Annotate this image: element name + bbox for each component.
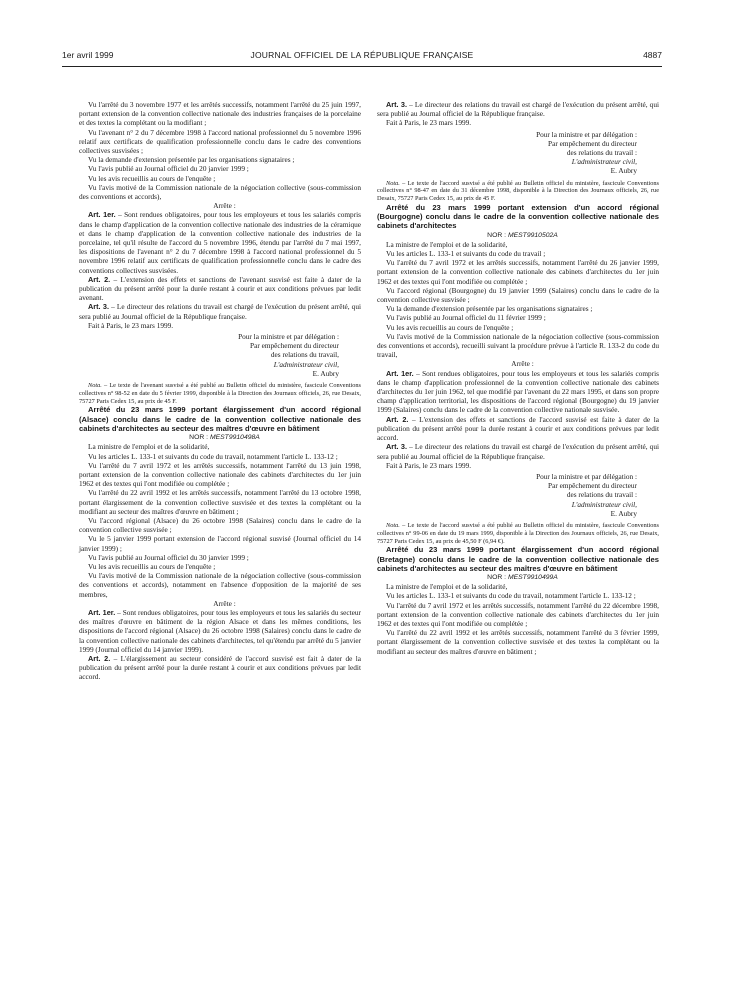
visa: Vu l'avis motivé de la Commission nationale de la négociation collective (sous-commission des conventions et accords), notamment en l'absence d'opposition de la majorité de ses membres, [79,571,361,599]
article-text: – Sont rendues obligatoires, pour tous les employeurs et tous les salariés compris dans le champ d'application de la convention collective nationale des industries de la céramique et dans le champ d'application de la convention collective nationale des industries de la porcelaine, tel qu'il résulte de l'accord du 5 novembre 1996, étendu par l'arrêté du 7 mai 1997, les dispositions de l'avenant n° 2 du 7 décembre 1998 à l'accord national professionnel du 5 novembre 1996 relatif aux certificats de qualification professionnelle conclu dans le cadre des conventions collectives susvisées. [79,210,361,275]
signature-line: Par empêchement du directeur [548,481,637,491]
visa: Vu les avis recueillis au cours de l'enquête ; [88,173,216,183]
nota-text: – Le texte de l'accord susvisé a été publié au Bulletin officiel du ministère, fascicule Conventions collectives n° 98-47 en date du 31 décembre 1998, disponible à la Direction des Journaux officiels, 26, rue Desaix, 75727 Paris Cedex 15, au prix de 45 F. [377,179,659,203]
nor-code: MEST9910502A [507,231,558,239]
nota-label: Nota. [386,179,400,187]
signature-line: L'administrateur civil, [571,499,637,509]
article-label: Art. 3. [386,442,407,452]
article-text: – Le directeur des relations du travail est chargé de l'exécution du présent arrêté, qui sera publié au Journal officiel de la République française. [377,100,659,119]
visa: Vu la demande d'extension présentée par les organisations signataires ; [386,304,593,314]
signature-name: E. Aubry [610,166,637,176]
article-text: – L'extension des effets et sanctions de l'accord susvisé est faite à dater de la publication du présent arrêté pour la durée restant à courir et aux conditions prévues par ledit accord. [377,414,659,443]
visa: Vu l'arrêté du 22 avril 1992 et les arrêtés successifs, notamment l'arrêté du 13 octobre 1998, portant élargissement de la convention collective susvisée et des textes la complétant ou la modifiant au secteur des maîtres d'œuvre en bâtiment ; [79,488,361,516]
visa: Vu les avis recueillis au cours de l'enquête ; [88,561,216,571]
visa: Vu l'accord régional (Alsace) du 26 octobre 1998 (Salaires) conclu dans le cadre de la convention collective susvisée ; [79,515,361,535]
signature-block [377,130,659,176]
article-3 [79,302,361,320]
signature-line: des relations du travail : [566,490,637,500]
right-column [377,100,659,656]
nor-code: MEST9910499A [507,573,558,581]
visa: Vu l'avis publié au Journal officiel du 30 janvier 1999 ; [88,552,249,562]
nor-code: MEST9910498A [209,434,260,442]
visa: Vu l'arrêté du 7 avril 1972 et les arrêtés successifs, notamment l'arrêté du 26 janvier 1999, portant extension de la convention collective nationale des cabinets d'architectes du 1er juin 1962 et des textes qui l'ont modifiée ou complétée ; [377,258,659,286]
visa: Vu l'avis publié au Journal officiel du 20 janvier 1999 ; [88,164,249,174]
signature-line: Par empêchement du directeur [250,341,339,351]
article-label: Art. 1er. [386,368,414,378]
arrete-word: Arrête : [213,598,236,608]
visa: Vu l'arrêté du 22 avril 1992 et les arrêtés successifs, notamment l'arrêté du 3 février 1999, portant élargissement de la convention collective susvisée et des textes la complétant ou la modifiant au secteur des maîtres d'œuvre en bâtiment ; [377,628,659,656]
article-text: – Sont rendues obligatoires, pour tous les employeurs et tous les salariés compris dans le champ d'application professionnel de la convention collective nationale des cabinets d'architectes du 1er juin 1962, tel que modifié par l'avenant du 22 mars 1995, et dans son propre champ d'application territorial, les dispositions de l'accord régional (Bourgogne) du 19 janvier 1999 (Salaires) conclu dans le cadre de la convention collective nationale susvisée. [377,368,659,415]
article-label: Art. 3. [386,100,407,109]
arrete-title: Arrêté du 23 mars 1999 portant élargissement d'un accord régional (Bretagne) conclu dans le cadre de la convention collective nationale des cabinets d'architectes au secteur des maîtres d'œuvre en bâtiment [377,545,659,573]
nota [377,180,659,203]
nota [79,382,361,405]
visa: Vu l'avenant n° 2 du 7 décembre 1998 à l'accord national professionnel du 5 novembre 1996 relatif aux certificats de qualification professionnelle conclu dans le cadre des conventions collectives susvisées ; [79,127,361,156]
left-column [79,100,361,682]
article-1 [377,369,659,415]
article-label: Art. 2. [88,653,111,663]
header-page-number: 4887 [643,50,662,60]
visa: Vu l'arrêté du 7 avril 1972 et les arrêtés successifs, notamment l'arrêté du 13 juin 1998, portant extension de la convention collective nationale des cabinets d'architectes du 1er juin 1962 et des textes qui l'ont modifiée ou complétée ; [79,460,361,489]
signature-line: Pour la ministre et par délégation : [536,471,637,481]
article-1 [79,608,361,654]
visa: Vu la demande d'extension présentée par les organisations signataires ; [88,155,295,165]
visa: Vu l'arrêté du 3 novembre 1977 et les arrêtés successifs, notamment l'arrêté du 25 juin 1997, portant extension de la convention collective nationale des industries françaises de la porcelaine et des textes la complétant ou la modifiant ; [79,100,361,128]
article-label: Art. 2. [386,414,409,424]
visa: Vu l'avis motivé de la Commission nationale de la négociation collective (sous-commission des conventions et accords), recueilli suivant la procédure prévue à l'article R. 133-2 du code du travail, [377,331,659,360]
signature-line: des relations du travail : [566,148,637,158]
signature-line: Par empêchement du directeur [548,138,637,148]
article-2 [79,275,361,303]
arrete-word: Arrête : [511,359,534,369]
signature-line: des relations du travail, [270,350,339,360]
signature-block [79,332,361,378]
article-2 [79,654,361,682]
nor-reference [377,573,659,582]
visa: Vu l'arrêté du 7 avril 1972 et les arrêtés successifs, notamment l'arrêté du 22 décembre 1998, portant extension de la convention collective nationale des cabinets d'architectes du 1er juin 1962 et des textes qui l'ont modifiée ou complétée ; [377,600,659,628]
nor-label: NOR : [189,434,209,442]
visa: La ministre de l'emploi et de la solidarité, [386,239,508,249]
visa: Vu les articles L. 133-1 et suivants du code du travail, notamment l'article L. 133-12 ; [88,451,338,461]
visa: Vu le 5 janvier 1999 portant extension de l'accord régional susvisé (Journal officiel du 14 janvier 1999) ; [79,534,361,553]
signature-name: E. Aubry [610,508,637,518]
visa: Vu les articles L. 133-1 et suivants du code du travail ; [386,249,546,259]
fait-a-paris: Fait à Paris, le 23 mars 1999. [88,320,174,330]
arrete-word: Arrête : [213,201,236,211]
article-label: Art. 1er. [88,607,116,617]
signature-line: L'administrateur civil, [273,359,339,369]
signature-line: Pour la ministre et par délégation : [536,129,637,139]
article-1 [79,210,361,274]
header-date: 1er avril 1999 [62,50,114,60]
arrete-title: Arrêté du 23 mars 1999 portant extension d'un accord régional (Bourgogne) conclu dans le cadre de la convention collective nationale des cabinets d'architectes [377,203,659,231]
nota-label: Nota. [88,382,102,390]
header-title: JOURNAL OFFICIEL DE LA RÉPUBLIQUE FRANÇAISE [250,50,474,60]
signature-name: E. Aubry [312,368,339,378]
header-rule [62,66,662,67]
article-label: Art. 3. [88,302,109,312]
visa: Vu l'avis motivé de la Commission nationale de la négociation collective (sous-commission des conventions et accords), [79,182,361,202]
nor-reference [79,433,361,442]
signature-block [377,472,659,518]
visa: Vu l'avis publié au Journal officiel du 11 février 1999 ; [386,313,546,323]
article-label: Art. 2. [88,274,111,284]
fait-a-paris: Fait à Paris, le 23 mars 1999. [386,118,472,128]
signature-line: L'administrateur civil, [571,157,637,167]
article-3 [377,442,659,460]
article-label: Art. 1er. [88,210,116,220]
nota-text: – Le texte de l'accord susvisé a été publié au Bulletin officiel du ministère, fascicule Conventions collectives n° 99-06 en date du 19 mars 1999, disponible à la Direction des Journaux officiels, 26, rue Desaix, 75727 Paris Cedex 15, au prix de 45,50 F (6,94 €). [377,521,659,545]
article-2 [377,415,659,443]
visa: Vu l'accord régional (Bourgogne) du 19 janvier 1999 (Salaires) conclu dans le cadre de la convention collective susvisée ; [377,285,659,305]
article-text: – L'extension des effets et sanctions de l'avenant susvisé est faite à dater de la publication du présent arrêté pour la durée restant à courir et aux conditions prévues par ledit avenant. [79,274,361,303]
nor-reference [377,231,659,240]
article-text: – Sont rendues obligatoires, pour tous les employeurs et tous les salariés du secteur des maîtres d'œuvre en bâtiment de la région Alsace et dans les mêmes conditions, les dispositions de l'accord régional (Alsace) du 26 octobre 1998 (Salaires) conclu dans le cadre de la convention collective nationale des cabinets d'architectes, tel qu'étendu par arrêté du 5 janvier 1999 (Journal officiel du 14 janvier 1999). [79,607,361,654]
nota-label: Nota. [386,521,400,529]
page-header [62,50,662,64]
nota [377,522,659,545]
nota-text: – Le texte de l'avenant susvisé a été publié au Bulletin officiel du ministère, fascicule Conventions collectives n° 98-52 en date du 5 février 1999, disponible à la Direction des Journaux officiels, 26, rue Desaix, 75727 Paris Cedex 15, au prix de 45 F. [79,382,361,405]
fait-a-paris: Fait à Paris, le 23 mars 1999. [386,460,472,470]
visa: La ministre de l'emploi et de la solidarité, [386,582,508,592]
arrete-title: Arrêté du 23 mars 1999 portant élargissement d'un accord régional (Alsace) conclu dans le cadre de la convention collective nationale des cabinets d'architectes au secteur des maîtres d'œuvre en bâtiment [79,405,361,433]
nor-label: NOR : [487,231,507,239]
article-3 [377,100,659,118]
article-text: – Le directeur des relations du travail est chargé de l'exécution du présent arrêté, qui sera publié au Journal officiel de la République française. [377,442,659,461]
visa: Vu les avis recueillis au cours de l'enquête ; [386,322,514,332]
visa: La ministre de l'emploi et de la solidarité, [88,442,210,452]
article-text: – L'élargissement au secteur considéré de l'accord susvisé est fait à dater de la publication du présent arrêté pour la durée restant à courir et aux conditions prévues par ledit accord. [79,653,361,682]
nor-label: NOR : [487,573,507,581]
article-text: – Le directeur des relations du travail est chargé de l'exécution du présent arrêté, qui sera publié au Journal officiel de la République française. [79,302,361,321]
visa: Vu les articles L. 133-1 et suivants du code du travail, notamment l'article L. 133-12 ; [386,591,636,601]
signature-line: Pour la ministre et par délégation : [238,332,339,342]
